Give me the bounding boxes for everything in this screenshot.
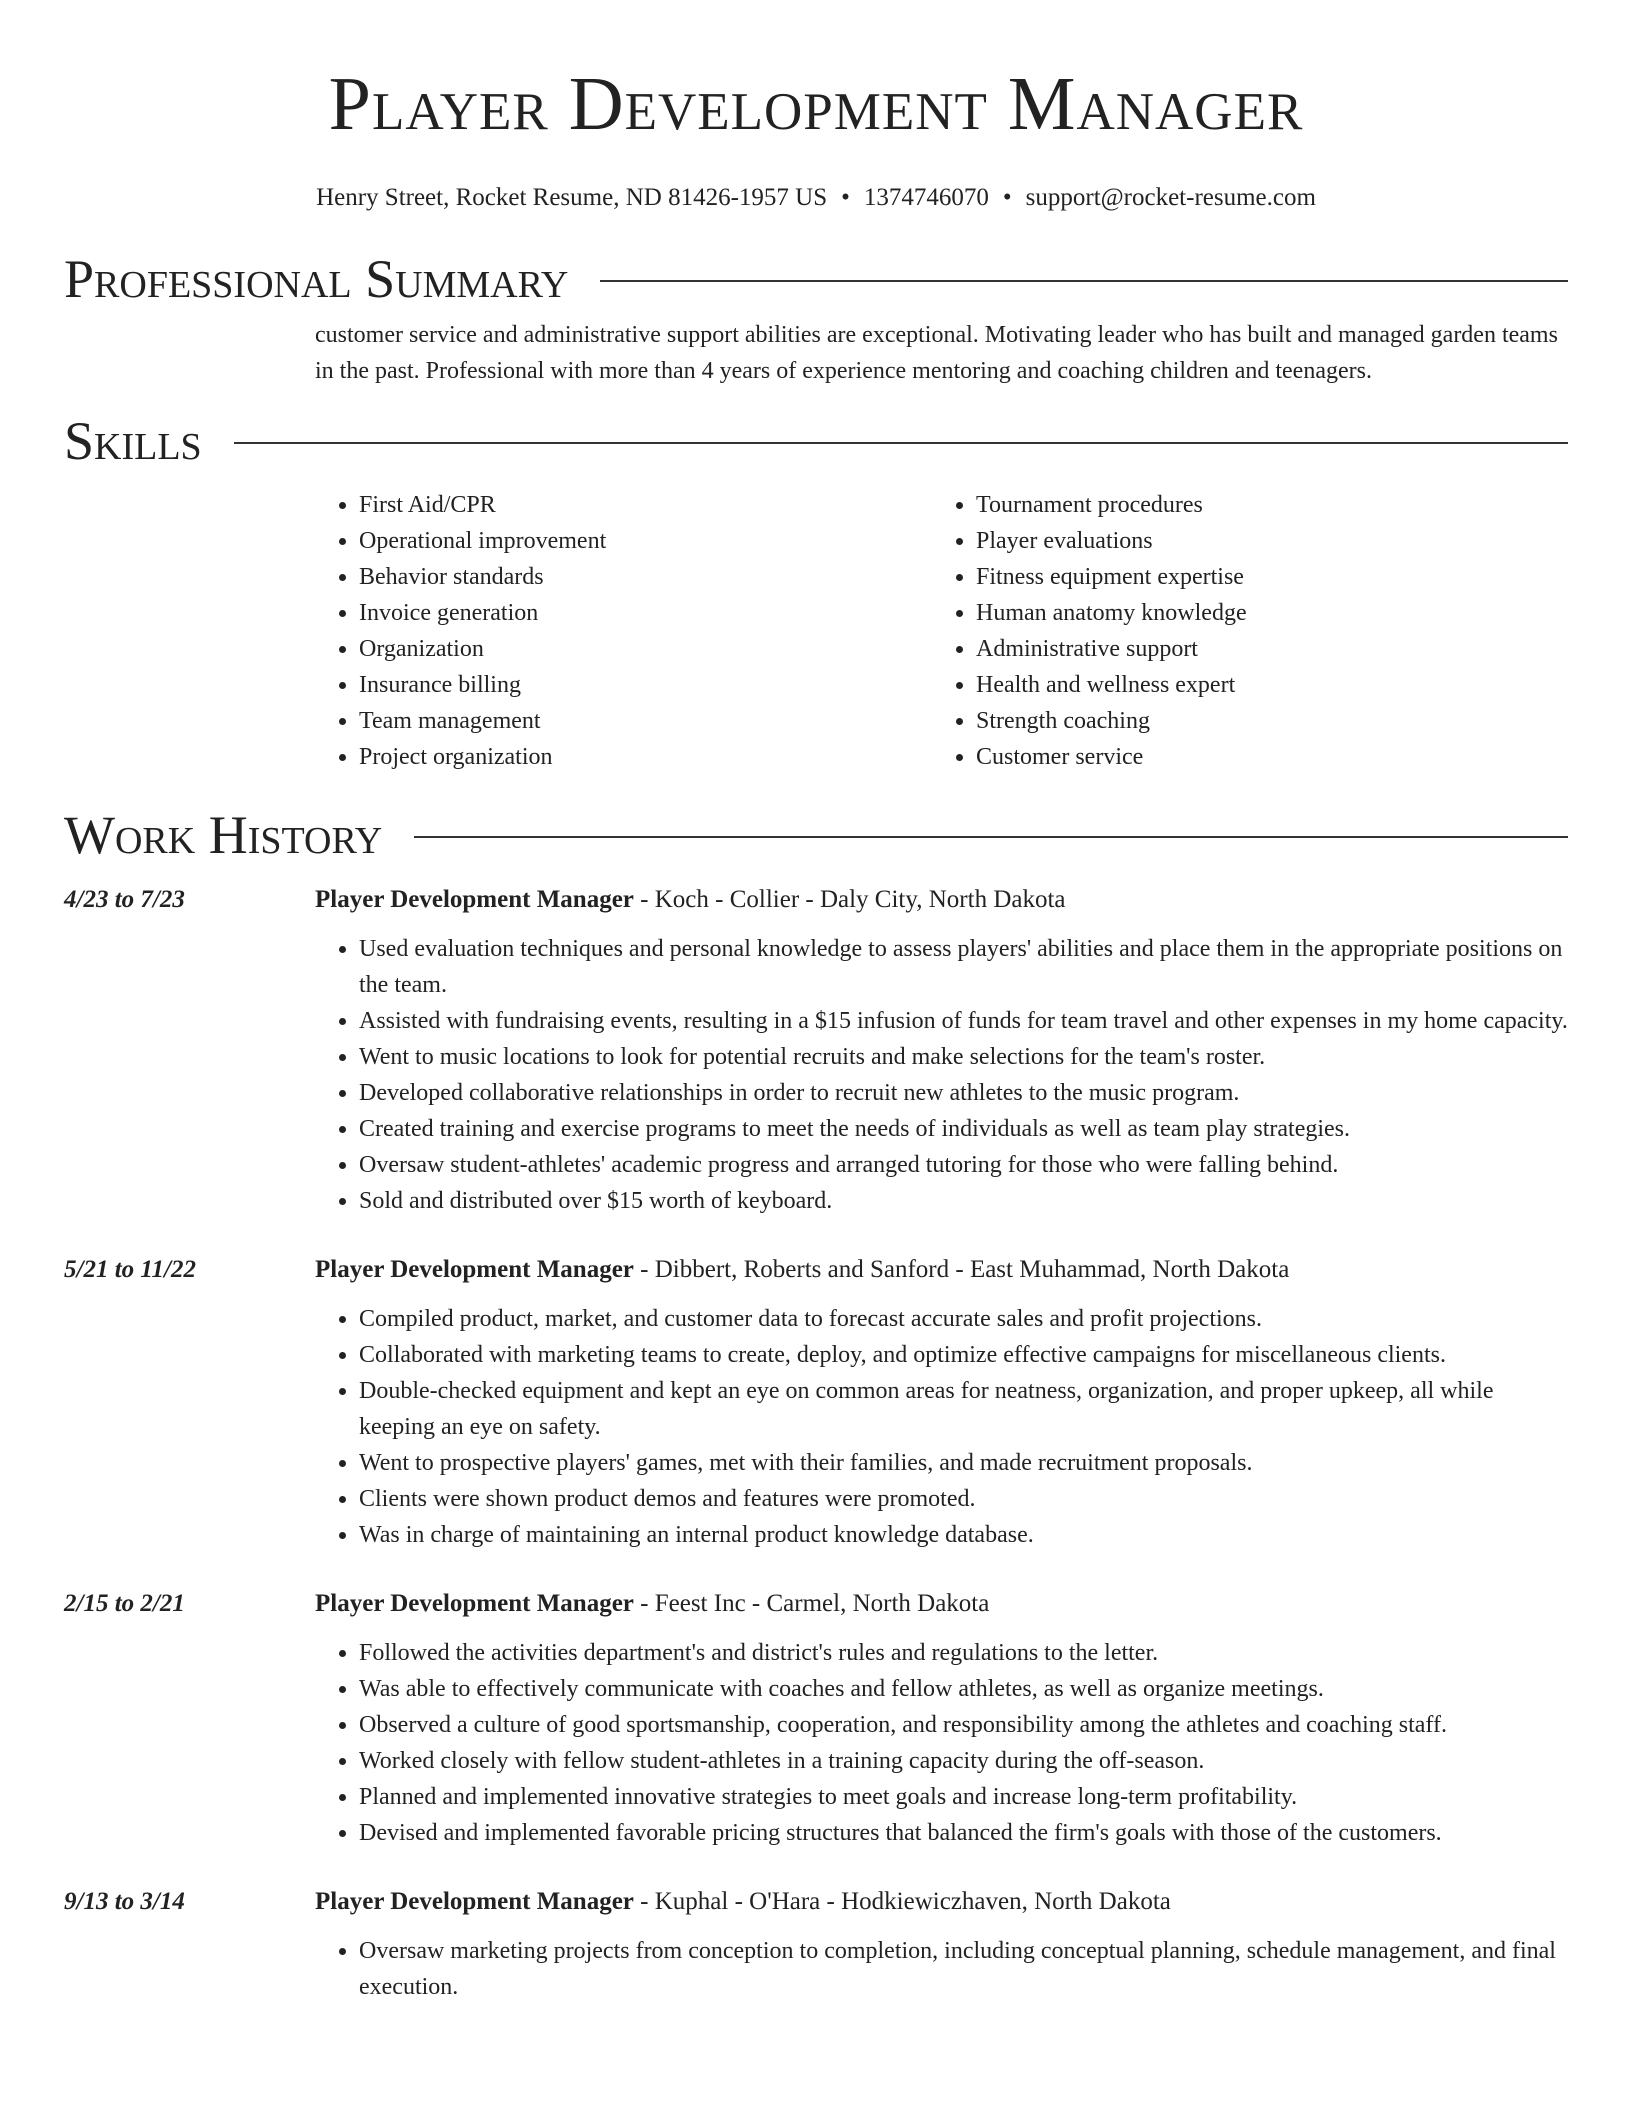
job-bullet: • Collaborated with marketing teams to create, deploy, and optimize effective campaigns for miscellaneous clients. <box>359 1337 1568 1373</box>
contact-line <box>64 182 1568 214</box>
job-bullet: • Worked closely with fellow student-athletes in a training capacity during the off-season. <box>359 1743 1568 1779</box>
skill-item: • Operational improvement <box>359 523 932 559</box>
job-details <box>315 883 1568 1219</box>
contact-email[interactable]: support@rocket-resume.com <box>1025 184 1316 211</box>
section-divider <box>234 442 1568 444</box>
job-bullet: • Compiled product, market, and customer data to forecast accurate sales and profit projections. <box>359 1301 1568 1337</box>
job-dates: 9/13 to 3/14 <box>64 1888 185 1915</box>
job-bullet: • Oversaw student-athletes' academic progress and arranged tutoring for those who were falling behind. <box>359 1147 1568 1183</box>
job-details <box>315 1253 1568 1553</box>
skills-list-left <box>315 487 932 775</box>
skill-item: • Project organization <box>359 739 932 775</box>
contact-phone: 1374746070 <box>863 184 989 211</box>
job-entry <box>64 883 1568 1219</box>
job-dates: 4/23 to 7/23 <box>64 886 185 913</box>
contact-address: Henry Street, Rocket Resume, ND 81426-1957 US <box>316 184 828 211</box>
job-bullets <box>315 1933 1568 2005</box>
job-details <box>315 1885 1568 2005</box>
summary-heading: Professional Summary <box>64 249 569 309</box>
skills-grid <box>315 487 1568 775</box>
skills-list-right <box>932 487 1549 775</box>
summary-text: customer service and administrative support abilities are exceptional. Motivating leader who has built and managed garden teams in the past. Professional with more than 4 years of experience mentoring and coaching children and teenagers. <box>315 322 1558 384</box>
job-bullet: • Developed collaborative relationships in order to recruit new athletes to the music program. <box>359 1075 1568 1111</box>
skill-item: • Customer service <box>976 739 1549 775</box>
job-bullet: • Followed the activities department's and district's rules and regulations to the letter. <box>359 1635 1568 1671</box>
skill-item: • Organization <box>359 631 932 667</box>
contact-separator: • <box>841 184 850 211</box>
job-bullet: • Planned and implemented innovative strategies to meet goals and increase long-term profitability. <box>359 1779 1568 1815</box>
section-divider <box>414 836 1568 838</box>
job-company: - Kuphal - O'Hara - Hodkiewiczhaven, North Dakota <box>633 1888 1171 1915</box>
skill-item: • Invoice generation <box>359 595 932 631</box>
job-bullets <box>315 1635 1568 1851</box>
job-header <box>315 1885 1568 1919</box>
job-bullet: • Double-checked equipment and kept an eye on common areas for neatness, organization, and proper upkeep, all while keeping an eye on safety. <box>359 1373 1568 1445</box>
job-bullet: • Went to prospective players' games, met with their families, and made recruitment proposals. <box>359 1445 1568 1481</box>
job-bullet: • Oversaw marketing projects from conception to completion, including conceptual planning, schedule management, and final execution. <box>359 1933 1568 2005</box>
job-role: Player Development Manager <box>315 886 634 913</box>
skill-item: • Team management <box>359 703 932 739</box>
job-bullet: • Was able to effectively communicate with coaches and fellow athletes, as well as organize meetings. <box>359 1671 1568 1707</box>
skill-item: • Behavior standards <box>359 559 932 595</box>
summary-body <box>315 317 1568 389</box>
job-bullet: • Went to music locations to look for potential recruits and make selections for the team's roster. <box>359 1039 1568 1075</box>
job-header <box>315 1253 1568 1287</box>
resume-title: Player Development Manager <box>328 62 1304 146</box>
skill-item: • Tournament procedures <box>976 487 1549 523</box>
job-details <box>315 1587 1568 1851</box>
job-dates: 5/21 to 11/22 <box>64 1256 196 1283</box>
job-bullet: • Observed a culture of good sportsmanship, cooperation, and responsibility among the athletes and coaching staff. <box>359 1707 1568 1743</box>
work-section-header <box>64 803 1568 867</box>
skill-item: • First Aid/CPR <box>359 487 932 523</box>
section-divider <box>600 280 1568 282</box>
job-bullets <box>315 931 1568 1219</box>
skills-body <box>315 487 1568 775</box>
summary-section-header <box>64 247 1568 311</box>
contact-separator: • <box>1002 184 1012 211</box>
job-bullet: • Was in charge of maintaining an internal product knowledge database. <box>359 1517 1568 1553</box>
job-header <box>315 1587 1568 1621</box>
work-heading: Work History <box>64 805 383 865</box>
job-company: - Koch - Collier - Daly City, North Dakota <box>633 886 1066 913</box>
job-bullet: • Created training and exercise programs to meet the needs of individuals as well as team play strategies. <box>359 1111 1568 1147</box>
job-bullets <box>315 1301 1568 1553</box>
job-entry <box>64 1587 1568 1851</box>
job-entry <box>64 1253 1568 1553</box>
skills-heading: Skills <box>64 411 202 471</box>
job-dates: 2/15 to 2/21 <box>64 1590 185 1617</box>
job-company: - Feest Inc - Carmel, North Dakota <box>633 1590 990 1617</box>
skill-item: • Health and wellness expert <box>976 667 1549 703</box>
job-bullet: • Clients were shown product demos and features were promoted. <box>359 1481 1568 1517</box>
skill-item: • Fitness equipment expertise <box>976 559 1549 595</box>
skill-item: • Strength coaching <box>976 703 1549 739</box>
resume-page <box>64 0 1568 2005</box>
job-bullet: • Assisted with fundraising events, resulting in a $15 infusion of funds for team travel and other expenses in my home capacity. <box>359 1003 1568 1039</box>
skills-section-header <box>64 409 1568 473</box>
job-role: Player Development Manager <box>315 1256 634 1283</box>
job-role: Player Development Manager <box>315 1888 634 1915</box>
job-header <box>315 883 1568 917</box>
job-bullet: • Used evaluation techniques and personal knowledge to assess players' abilities and place them in the appropriate positions on the team. <box>359 931 1568 1003</box>
skill-item: • Player evaluations <box>976 523 1549 559</box>
skill-item: • Insurance billing <box>359 667 932 703</box>
skill-item: • Human anatomy knowledge <box>976 595 1549 631</box>
job-bullet: • Devised and implemented favorable pricing structures that balanced the firm's goals with those of the customers. <box>359 1815 1568 1851</box>
job-company: - Dibbert, Roberts and Sanford - East Muhammad, North Dakota <box>633 1256 1290 1283</box>
job-role: Player Development Manager <box>315 1590 634 1617</box>
job-entry <box>64 1885 1568 2005</box>
job-bullet: • Sold and distributed over $15 worth of keyboard. <box>359 1183 1568 1219</box>
skill-item: • Administrative support <box>976 631 1549 667</box>
